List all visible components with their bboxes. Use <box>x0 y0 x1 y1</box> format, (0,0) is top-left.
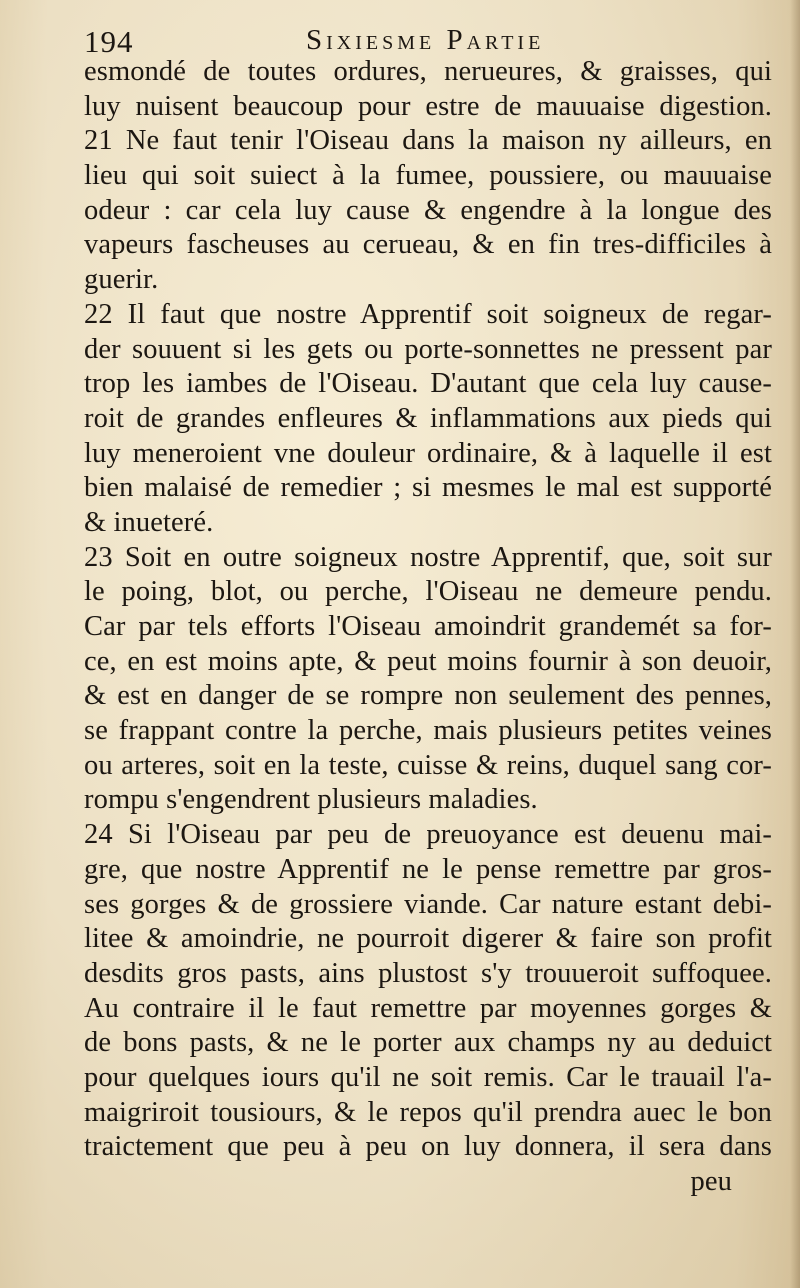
text-line: traictement que peu à peu on luy donnera, il sera dans <box>84 1131 772 1163</box>
catchword: peu <box>690 1166 732 1197</box>
text-line: esmondé de toutes ordures, nerueures, & graisses, qui <box>84 56 772 87</box>
text-line: litee & amoindrie, ne pourroit digerer & faire son profit <box>84 923 772 955</box>
running-head: Sixiesme Partie <box>306 24 545 56</box>
text-line: ce, en est moins apte, & peut moins fournir à son deuoir, <box>84 645 772 677</box>
text-line: ses gorges & de grossiere viande. Car nature estant debi- <box>84 888 772 920</box>
body-text <box>84 55 772 1200</box>
text-line: vapeurs fascheuses au cerueau, & en fin tres-difficiles à <box>84 229 772 261</box>
text-line: Car par tels efforts l'Oiseau amoindrit grandemét sa for- <box>84 611 772 642</box>
text-line: luy meneroient vne douleur ordinaire, & à laquelle il est <box>84 437 772 469</box>
text-line: gre, que nostre Apprentif ne le pense remettre par gros- <box>84 853 772 885</box>
text-line: maigriroit tousiours, & le repos qu'il prendra auec le bon <box>84 1096 772 1128</box>
text-line: 22 Il faut que nostre Apprentif soit soigneux de regar- <box>84 298 772 330</box>
text-line: & inueteré. <box>84 506 214 538</box>
text-line: 23 Soit en outre soigneux nostre Apprentif, que, soit sur <box>84 541 772 573</box>
text-line: ou arteres, soit en la teste, cuisse & reins, duquel sang cor- <box>84 749 772 781</box>
text-line: pour quelques iours qu'il ne soit remis. Car le trauail l'a- <box>84 1061 772 1093</box>
text-line: lieu qui soit suiect à la fumee, poussiere, ou mauuaise <box>84 160 772 192</box>
text-line: roit de grandes enfleures & inflammations aux pieds qui <box>84 402 772 434</box>
text-line: de bons pasts, & ne le porter aux champs ny au deduict <box>84 1027 772 1059</box>
text-line: luy nuisent beaucoup pour estre de mauuaise digestion. <box>84 90 772 122</box>
page-number: 194 <box>84 24 134 59</box>
text-line: trop les iambes de l'Oiseau. D'autant que cela luy cause- <box>84 368 772 400</box>
text-line: guerir. <box>84 264 159 296</box>
text-line: der souuent si les gets ou porte-sonnettes ne pressent par <box>84 333 772 365</box>
text-line: desdits gros pasts, ains plustost s'y trouueroit suffoquee. <box>84 957 772 989</box>
text-line: bien malaisé de remedier ; si mesmes le mal est supporté <box>84 472 772 504</box>
page-edge-shadow <box>790 0 800 1288</box>
text-line: le poing, blot, ou perche, l'Oiseau ne demeure pendu. <box>84 576 772 608</box>
text-line: 21 Ne faut tenir l'Oiseau dans la maison ny ailleurs, en <box>84 125 772 157</box>
text-line: Au contraire il le faut remettre par moyennes gorges & <box>84 992 772 1024</box>
text-line: 24 Si l'Oiseau par peu de preuoyance est deuenu mai- <box>84 819 772 851</box>
text-line: odeur : car cela luy cause & engendre à la longue des <box>84 194 772 226</box>
text-line: & est en danger de se rompre non seulement des pennes, <box>84 680 772 712</box>
text-line: se frappant contre la perche, mais plusieurs petites veines <box>84 715 772 747</box>
text-line: rompu s'engendrent plusieurs maladies. <box>84 784 538 816</box>
